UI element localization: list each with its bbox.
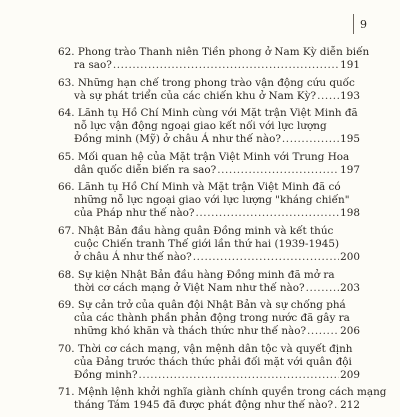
toc-entry-page: 197 xyxy=(340,163,360,176)
toc-entry xyxy=(58,46,370,72)
toc-entry-text: cuộc Chiến tranh Thế giới lần thứ hai (1939-1945) xyxy=(74,237,340,250)
toc-entry-text: ra sao? xyxy=(74,59,112,71)
toc-entry-text: và sự phát triển của các chiến khu ở Nam Kỳ? xyxy=(74,89,317,102)
toc-entry-line xyxy=(58,399,360,412)
toc-entry-line xyxy=(58,299,360,312)
toc-entry-line xyxy=(58,194,360,207)
toc-entry-page: 195 xyxy=(340,133,360,146)
toc-entry-page: 198 xyxy=(340,207,360,220)
toc-entry-text: nỗ lực vận động ngoại giao kết nối với lực lượng xyxy=(74,120,327,133)
toc-entry-line xyxy=(58,207,360,220)
dot-leader xyxy=(196,207,340,220)
toc-entry-text: 65. Mối quan hệ của Mặt trận Việt Minh với Trung Hoa xyxy=(58,150,350,163)
page-header xyxy=(353,14,367,34)
toc-entry xyxy=(58,269,360,295)
toc-entry-line xyxy=(58,312,360,325)
toc-entry-text: tháng Tám 1945 đã được phát động như thế nào? xyxy=(74,399,334,412)
toc-entry-line xyxy=(58,356,360,369)
toc-entry-line xyxy=(58,343,360,356)
toc-entry-text: 63. Những hạn chế trong phong trào vận động cứu quốc xyxy=(58,76,355,89)
toc-entry-text: 69. Sự cản trở của quân đội Nhật Bản và sự chống phá xyxy=(58,299,346,312)
page-number: 9 xyxy=(360,17,367,31)
toc-entry-line xyxy=(58,77,360,90)
toc-entry-line xyxy=(58,386,387,399)
dot-leader xyxy=(282,133,339,146)
toc-entry-text: 71. Mệnh lệnh khởi nghĩa giành chính quyền trong cách mạng xyxy=(58,386,387,399)
toc-entry-text: 68. Sự kiện Nhật Bản đầu hàng Đồng minh đã mở ra xyxy=(58,268,335,281)
toc-entry-page: 203 xyxy=(340,281,360,294)
dot-leader xyxy=(113,59,339,72)
toc-entry-page: 193 xyxy=(340,89,360,102)
toc-entry-line xyxy=(58,181,360,194)
toc-entry-page: 212 xyxy=(340,399,360,412)
toc-entry-line xyxy=(58,325,360,338)
dot-leader xyxy=(307,325,339,338)
toc-entry-text: những nỗ lực ngoại giao với lực lượng "kháng chiến" xyxy=(74,194,350,207)
toc-entry xyxy=(58,343,360,382)
toc-entry-text: 62. Phong trào Thanh niên Tiền phong ở Nam Kỳ diễn biến xyxy=(58,46,370,58)
toc-entry-page: 200 xyxy=(340,250,360,263)
dot-leader xyxy=(334,399,339,412)
toc-entry-text: của Pháp như thế nào? xyxy=(74,207,195,220)
toc-entry xyxy=(58,77,360,103)
toc-entry-line xyxy=(58,164,360,177)
toc-entry-text: những khó khăn và thách thức như thế nào? xyxy=(74,325,307,338)
toc-entry-text: của Đảng trước thách thức phải đối mặt với quân đội xyxy=(74,355,352,368)
toc-entry-line xyxy=(58,225,360,238)
toc-entry-text: của các thành phần phản động trong nước đã gây ra xyxy=(74,312,350,325)
toc-entry-text: 66. Lãnh tụ Hồ Chí Minh và Mặt trận Việt Minh đã có xyxy=(58,181,341,194)
dot-leader xyxy=(193,251,339,264)
toc-entry xyxy=(58,386,387,412)
dot-leader xyxy=(139,369,340,382)
toc-entry-text: 67. Nhật Bản đầu hàng quân Đồng minh và kết thúc xyxy=(58,224,334,237)
dot-leader xyxy=(217,164,339,177)
toc-entry-line xyxy=(58,120,360,133)
toc-entry-line xyxy=(58,269,360,282)
toc-entry-line xyxy=(58,46,370,59)
toc-entry-text: Đồng minh? xyxy=(74,368,138,381)
toc-entry-text: dân quốc diễn biến ra sao? xyxy=(74,163,217,176)
toc-entry-text: 64. Lãnh tụ Hồ Chí Minh cùng với Mặt trận Việt Minh đã xyxy=(58,107,358,120)
toc-entry-line xyxy=(58,90,360,103)
dot-leader xyxy=(317,90,339,103)
toc-entry-text: 70. Thời cơ cách mạng, vận mệnh dân tộc và quyết định xyxy=(58,342,353,355)
toc-entry-line xyxy=(58,369,360,382)
toc-entry-page: 209 xyxy=(340,368,360,381)
toc-entry xyxy=(58,299,360,338)
toc-entry xyxy=(58,151,360,177)
toc-entry xyxy=(58,181,360,220)
toc-entry xyxy=(58,107,360,146)
table-of-contents xyxy=(58,46,387,417)
toc-entry-page: 206 xyxy=(340,325,360,338)
toc-entry-line xyxy=(58,151,360,164)
toc-entry-page: 191 xyxy=(340,59,360,71)
toc-entry-line xyxy=(58,282,360,295)
toc-entry-line xyxy=(58,59,360,72)
toc-entry-line xyxy=(58,238,360,251)
toc-entry-line xyxy=(58,251,360,264)
toc-entry-line xyxy=(58,107,360,120)
toc-entry-line xyxy=(58,133,360,146)
toc-entry-text: thời cơ cách mạng ở Việt Nam như thế nào? xyxy=(74,281,305,294)
toc-entry xyxy=(58,225,360,264)
toc-entry-text: Đồng minh (Mỹ) ở châu Á như thế nào? xyxy=(74,133,281,146)
toc-entry-text: ở châu Á như thế nào? xyxy=(74,250,192,263)
dot-leader xyxy=(306,282,340,295)
